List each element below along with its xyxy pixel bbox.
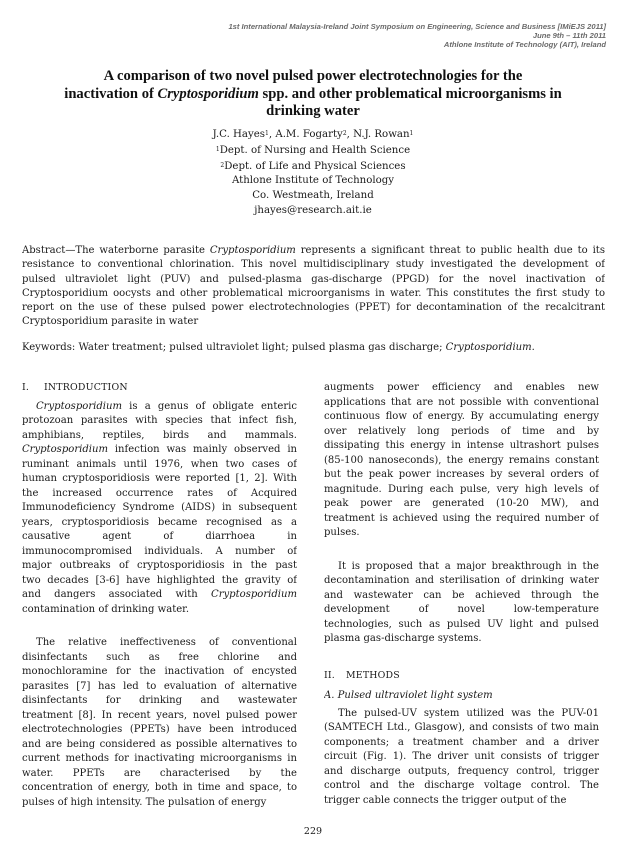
text-line: technologies, such as pulsed UV light and pulsed	[324, 618, 599, 630]
text-line: decontamination and sterilisation of drinking water	[324, 575, 599, 586]
text-line: the increased occurrence rates of Acquired	[22, 487, 297, 499]
text-line: current methods for inactivating microorganisms in	[22, 753, 297, 764]
intro-paragraph-2	[22, 636, 297, 810]
conference-name: 1st International Malaysia-Ireland Joint Symposium on Engineering, Science and Business [IMiEJS 2011]	[228, 22, 606, 31]
text-line: electrotechnologies (PPETs) have been introduced	[22, 724, 297, 735]
text-line: disinfectants for drinking and wastewater	[22, 695, 297, 706]
text-line: ruminant animals until 1976, when two cases of	[22, 458, 297, 470]
text-line: Immunodeficiency Syndrome (AIDS) in subsequent	[22, 502, 297, 513]
text-line: plasma gas-discharge systems.	[324, 633, 482, 644]
page-number: 229	[303, 826, 323, 837]
text-line: contamination of drinking water.	[22, 603, 190, 615]
section-heading-introduction: I. INTRODUCTION	[22, 382, 128, 393]
text-line: Cryptosporidium is a genus of obligate enteric	[36, 400, 297, 412]
abstract-line: Cryptosporidium oocysts and other problematical microorganisms in water. This constitutes the first study to	[22, 287, 605, 299]
title-line-3: drinking water	[266, 103, 360, 119]
title-text: spp. and other problematical microorganisms in	[258, 85, 562, 102]
right-paragraph-1	[324, 381, 599, 541]
section-heading-methods: II. METHODS	[324, 669, 400, 681]
text-line: pulses of high intensity. The pulsation of energy	[22, 796, 267, 808]
text-line: years, cryptosporidiosis became recognised as a	[22, 516, 297, 528]
text-line: development of novel low-temperature	[324, 604, 599, 615]
text-line: Cryptosporidium infection was mainly observed in	[22, 444, 297, 455]
text-line: and wastewater can be achieved through the	[324, 589, 599, 601]
abstract-line: report on the use of these pulsed power electrotechnologies (PPET) for decontamination of the recalcitrant	[22, 302, 605, 314]
author-names: J.C. Hayes$^1$, A.M. Fogarty$^2$, N.J. Rowan$^1$	[212, 129, 414, 140]
text-line: (85-100 nanoseconds), the energy remains constant	[324, 454, 599, 466]
text-line: over relatively long periods of time and by	[324, 425, 599, 437]
text-line: causative agent of diarrhoea in	[22, 531, 297, 542]
text-line: and discharge outputs, frequency control, trigger	[324, 765, 599, 777]
text-line: treatment [8]. In recent years, novel pulsed power	[22, 709, 297, 721]
text-line: immunocompromised individuals. A number of	[22, 545, 297, 557]
column-left	[22, 381, 297, 810]
text-line: magnitude. During each pulse, very high levels of	[324, 483, 599, 495]
title-line-1: A comparison of two novel pulsed power electrotechnologies for the	[103, 68, 523, 84]
affiliation-1: $^1$Dept. of Nursing and Health Science	[215, 144, 411, 156]
text-line: (SAMTECH Ltd., Glasgow), and consists of two main	[324, 722, 599, 733]
title-line-2	[22, 86, 604, 104]
text-line: but the peak power increases by several orders of	[324, 469, 599, 480]
text-line: protozoan parasites with species that infect fish,	[22, 415, 297, 426]
email-link[interactable]: jhayes@research.ait.ie	[254, 204, 372, 216]
text-line: peak power are generated (10-20 MW), and	[324, 498, 599, 509]
text-line: parasites [7] has led to evaluation of alternative	[22, 680, 297, 692]
subsection-heading-puv: A. Pulsed ultraviolet light system	[324, 690, 493, 701]
text-line: two decades [3-6] have highlighted the gravity of	[22, 574, 297, 586]
text-line: amphibians, reptiles, birds and mammals.	[22, 429, 297, 441]
conference-dates: June 9th – 11th 2011	[532, 31, 606, 40]
text-line: components; a treatment chamber and a driver	[324, 736, 599, 748]
text-line: concentration of energy, both in time and space, to	[22, 782, 297, 793]
abstract-line: resistance to conventional chlorination. This novel multidisciplinary study investigated the development of	[22, 259, 605, 271]
text-line: disinfectants such as free chlorine and	[22, 651, 297, 663]
text-line: control and the discharge voltage control. The	[324, 780, 599, 791]
abstract-line: pulsed ultraviolet light (PUV) and pulsed-plasma gas-discharge (PPGD) for the novel inactivation of	[22, 273, 605, 285]
text-line: The pulsed-UV system utilized was the PUV-01	[338, 707, 599, 719]
title-genus: Cryptosporidium	[157, 85, 259, 102]
institution: Athlone Institute of Technology	[231, 175, 395, 187]
right-paragraph-2	[324, 560, 599, 647]
text-line: dissipating this energy in intense ultrashort pulses	[324, 440, 599, 451]
affiliation-2: $^2$Dept. of Life and Physical Sciences	[220, 160, 406, 172]
text-line: trigger cable connects the trigger output of the	[324, 794, 567, 806]
text-line: It is proposed that a major breakthrough in the	[338, 560, 599, 572]
text-line: major outbreaks of cryptosporidiosis in the past	[22, 560, 297, 571]
paper-title	[22, 68, 604, 121]
title-text: inactivation of	[64, 85, 158, 102]
conference-venue: Athlone Institute of Technology (AIT), Ireland	[443, 40, 606, 49]
abstract-line: Abstract—The waterborne parasite Cryptosporidium represents a significant threat to public health due to its	[22, 245, 605, 256]
conference-header	[86, 22, 606, 49]
intro-paragraph-1	[22, 400, 297, 618]
text-line: augments power efficiency and enables new	[324, 382, 599, 393]
column-right	[324, 381, 599, 808]
text-line: water. PPETs are characterised by the	[22, 767, 297, 779]
text-line: pulses.	[324, 527, 360, 538]
text-line: human cryptosporidiosis were reported [1, 2]. With	[22, 473, 297, 484]
abstract	[22, 244, 605, 330]
keywords: Keywords: Water treatment; pulsed ultraviolet light; pulsed plasma gas discharge; Cryptosporidium.	[22, 342, 535, 353]
text-line: circuit (Fig. 1). The driver unit consists of trigger	[324, 751, 599, 762]
location: Co. Westmeath, Ireland	[252, 190, 374, 202]
text-line: continuous flow of energy. By accumulating energy	[324, 411, 599, 422]
abstract-line: Cryptosporidium parasite in water	[22, 316, 199, 328]
text-line: The relative ineffectiveness of conventional	[36, 637, 297, 648]
author-block	[0, 127, 626, 219]
text-line: treatment is achieved using the required number of	[324, 512, 599, 524]
right-paragraph-3	[324, 707, 599, 809]
text-line: and are being considered as possible alternatives to	[22, 738, 297, 750]
text-line: monochloramine for the inactivation of encysted	[22, 666, 297, 677]
text-line: and dangers associated with Cryptosporidium	[22, 589, 297, 600]
text-line: applications that are not possible with conventional	[324, 396, 599, 408]
